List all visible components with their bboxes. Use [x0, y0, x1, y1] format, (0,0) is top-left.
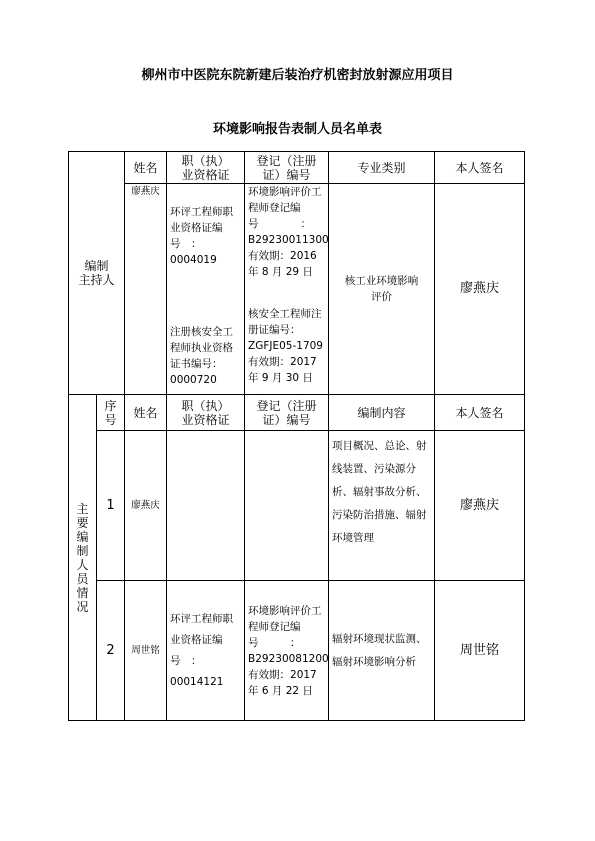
row-reg: [245, 431, 329, 581]
row-number: 1: [97, 431, 125, 581]
col-category-header: 专业类别: [329, 152, 435, 184]
host-reg-eia: 环境影响评价工程师登记编号 ：B29230011300有效期：2016年 8 月 29 日: [248, 186, 329, 278]
document-title: 柳州市中医院东院新建后装治疗机密封放射源应用项目: [141, 68, 454, 83]
col-name-header-2: 姓名: [125, 395, 167, 431]
table-title: 环境影响报告表制人员名单表: [212, 122, 382, 137]
row-name: 周世铭: [125, 581, 167, 721]
col-cert-header: 职（执） 业资格证: [167, 152, 245, 184]
host-cert-nuclear: 注册核安全工程师执业资格证书编号：0000720: [170, 326, 234, 386]
col-name-header: 姓名: [125, 152, 167, 184]
row-cert: 环评工程师职业资格证编 号 ：00014121: [167, 581, 245, 721]
col-signature-header-2: 本人签名: [435, 395, 525, 431]
host-reg-nuclear: 核安全工程师注册证编号：ZGFJE05-1709有效期：2017年 9 月 30 日: [248, 308, 323, 384]
row-name: 廖燕庆: [125, 431, 167, 581]
row-signature: 周世铭: [435, 581, 525, 721]
main-header-row: [69, 395, 525, 431]
col-signature-header: 本人签名: [435, 152, 525, 184]
host-signature: 廖燕庆: [435, 184, 525, 395]
col-no-header: 序 号: [97, 395, 125, 431]
row-number: 2: [97, 581, 125, 721]
row-content: 辐射环境现状监测、辐射环境影响分析: [329, 581, 435, 721]
col-cert-header-2: 职（执） 业资格证: [167, 395, 245, 431]
host-cert-eia: 环评工程师职业资格证编 号 ：0004019: [170, 206, 234, 266]
row-content: 项目概况、总论、射线装置、污染源分析、辐射事故分析、污染防治措施、辐射环境管理: [329, 431, 435, 581]
host-reg: [245, 184, 329, 395]
host-section-label: 编制 主持人: [69, 152, 125, 395]
table-row: [69, 431, 525, 581]
col-reg-header: 登记（注册 证）编号: [245, 152, 329, 184]
personnel-table: [68, 151, 525, 721]
host-cert: [167, 184, 245, 395]
host-row: [69, 184, 525, 395]
table-row: [69, 581, 525, 721]
col-reg-header-2: 登记（注册 证）编号: [245, 395, 329, 431]
row-reg: 环境影响评价工程师登记编号 ：B29230081200有效期：2017年 6 月 22 日: [245, 581, 329, 721]
host-name: 廖燕庆: [125, 184, 167, 395]
col-content-header: 编制内容: [329, 395, 435, 431]
row-signature: 廖燕庆: [435, 431, 525, 581]
host-header-row: [69, 152, 525, 184]
row-cert: [167, 431, 245, 581]
main-section-label: 主 要 编 制 人 员 情 况: [69, 395, 97, 721]
host-category: 核工业环境影响 评价: [329, 184, 435, 395]
